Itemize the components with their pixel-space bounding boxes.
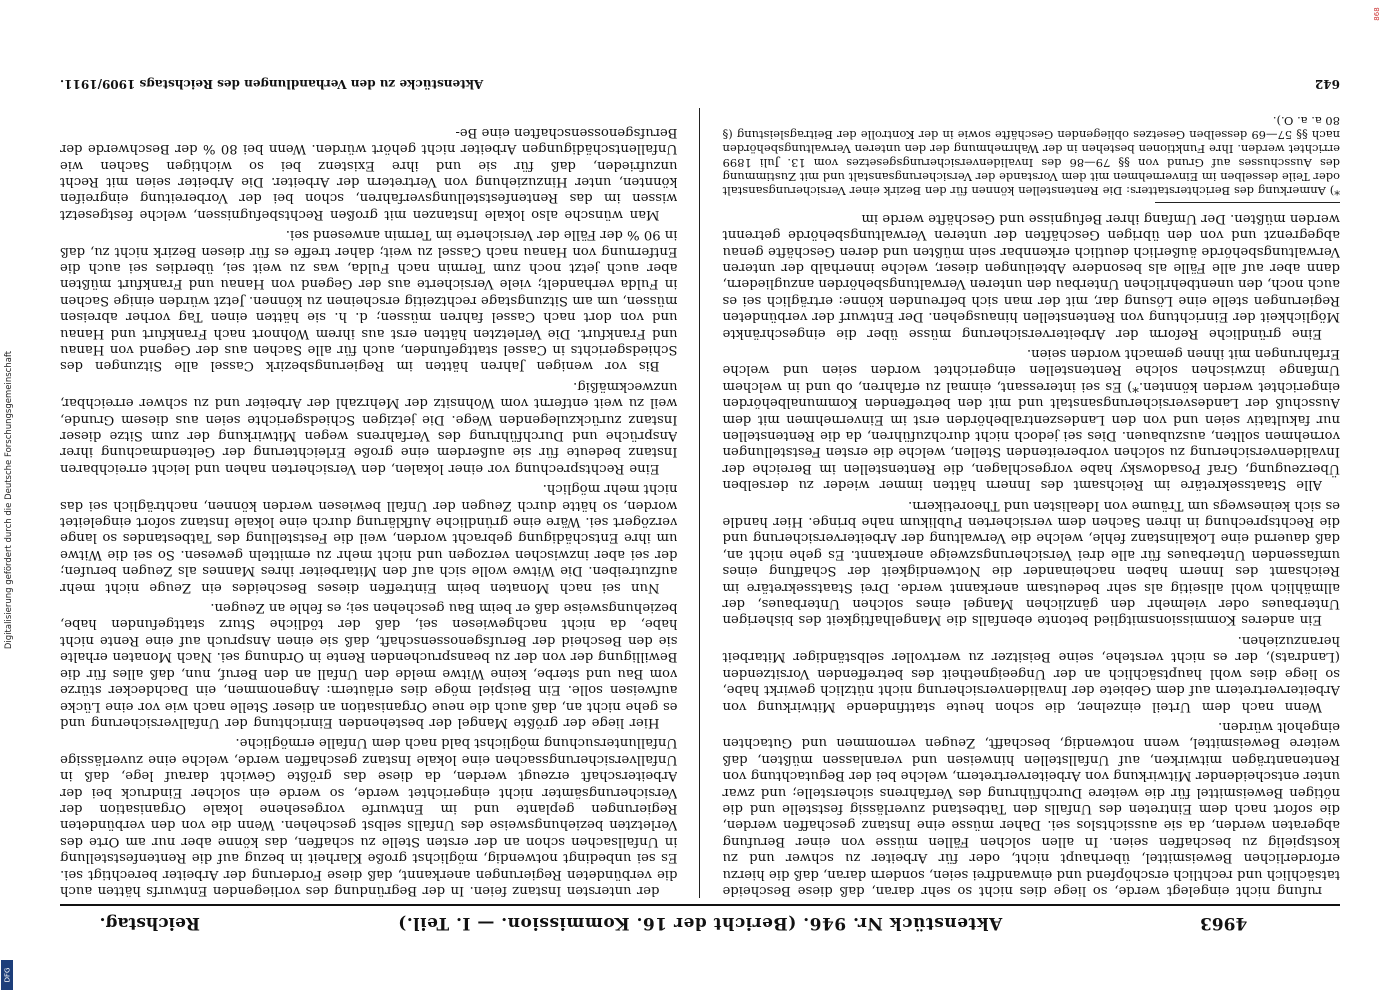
footnote: *) Anmerkung des Berichterstatters: Die Rentenstellen können für den Bezirk einer Versicherungsanstalt oder Teile desselben im Einvernehmen mit dem Vorstande der Versicherungsanstalt und mit Zustimmung des Ausschusses auf Grund von §§ 79—86 des Invalidenversicherungsgesetzes vom 13. Juli 1899 errichtet werden. Ihre Funktionen bestehen in der Wahrnehmung der den unteren Verwaltungsbehörden nach §§ 57—69 desselben Gesetzes obliegenden Geschäfte sowie in der Kontrolle der Beitragsleistung (§ 80 a. a. O.). [722, 114, 1340, 199]
column-left [60, 108, 678, 898]
column-right [723, 108, 1341, 898]
text-columns [60, 108, 1340, 898]
page-number-top: 4963 [1200, 913, 1248, 933]
corner-mark [1372, 2, 1382, 26]
paragraph: Alle Staatssekretäre im Reichsamt des Innern hätten immer wieder zu derselben Überzeugung, Graf Posadowsky habe vorgeschlagen, die Rentenstellen im Bereiche der Invalidenversicherung zu solchen vorbereitenden Stellen, welche die ersten Feststellungen vornehmen sollten, auszubauen. Dies sei jedoch nicht durchzuführen, da die Rentenstellen nur fakultativ seien und von den Landeszentralbehörden erst im Einvernehmen mit dem Ausschuß der Landesversicherungsanstalt und mit den betreffenden Kommunalbehörden eingerichtet werden könnten.*) Es sei interessant, einmal zu erfahren, ob und in welchem Umfange inzwischen solche Rentenstellen eingerichtet worden seien und welche Erfahrungen mit ihnen gemacht worden seien. [722, 346, 1340, 493]
corner-mark-text: 868 [1373, 7, 1381, 21]
paragraph: rufung nicht eingelegt werde, so liege dies nicht so sehr daran, daß diese Bescheide tatsächlich und rechtlich erschöpfend und einwandfrei seien, sondern daran, daß die hierzu erforderlichen Beweismittel, überhaupt nicht, oder für Arbeiter zu schwer und zu kostspielig zu beschaffen seien. In allen solchen Fällen müsse von einer Berufung abgeraten werden, da sie aussichtslos sei. Daher müsse eine Instanz geschaffen werden, die sofort nach dem Eintreten des Unfalls den Tatbestand zuverlässig feststelle und die nötigen Beweismittel für die weitere Durchführung des Verfahrens sicherstelle; und zwar unter entscheidender Mitwirkung von Arbeitervertretern, welche bei der Begutachtung von Rentenanträgen mitwirken, auf Unfallstellen hinweisen und veranlassen müßten, daß weitere Beweismittel, wenn notwendig, beschafft, Zeugen vernommen und Gutachten eingeholt würden. [722, 718, 1340, 898]
page-number-bottom: 642 [1314, 77, 1340, 91]
document-title: Aktenstück Nr. 946. (Bericht der 16. Kommission. — I. Teil.) [397, 913, 1003, 933]
paragraph: Nun sei nach Monaten beim Eintreffen dieses Bescheides ein Zeuge nicht mehr aufzutreiben. Die Witwe wolle sich auf den Mitarbeiter ihres Mannes als Zeugen berufen; der sei aber inzwischen verzogen und nicht mehr zu ermitteln gewesen. So sei die Witwe um ihre Entschädigung gebracht worden, weil die Feststellung des Tatbestandes so lange verzögert sei. Wäre eine gründliche Aufklärung durch eine lokale Instanz sofort eingeleitet worden, so hätte durch Zeugen der Unfall bewiesen werden können, nachträglich sei das nicht mehr möglich. [60, 481, 678, 595]
paragraph: Bis vor wenigen Jahren hätten im Regierungsbezirk Cassel alle Sitzungen des Schiedsgerichts in Cassel stattgefunden, auch für alle Sachen aus der Gegend von Hanau und Frankfurt. Die Verletzten hätten erst aus ihrem Wohnort nach Frankfurt und Hanau und von dort nach Cassel fahren müssen; d. h. sie hätten einen Tag vorher abreisen müssen, um am Sitzungstage rechtzeitig erscheinen zu können. Jetzt würden einige Sachen in Fulda verhandelt; viele Versicherte aus der Gegend von Hanau und Frankfurt müßten aber auch jetzt noch zum Termin nach Fulda, was zu weit sei, überdies sei auch die Entfernung von Hanau nach Cassel zu weit; daher treffe es für diesen Bezirk nicht zu, daß in 90 % der Fälle der Versicherte im Termin anwesend sei. [60, 227, 678, 374]
page-footer [60, 70, 1340, 98]
digitization-credit [2, 0, 16, 1000]
header-left-label: Reichstag. [99, 913, 200, 933]
paragraph: der untersten Instanz feien. In der Begründung des vorliegenden Entwurfs hätten auch die verbündeten Regierungen anerkannt, daß diese Forderung der Arbeiter berechtigt sei. Es sei unbedingt notwendig, möglichst große Klarheit in bezug auf die Rentenfeststellung in Unfallsachen schon an der ersten Stelle zu schaffen, das könne aber nur am Orte des Verletzten beziehungsweise des Unfalls selbst geschehen. Wenn die von den verbündeten Regierungen geplante und im Entwurfe vorgesehene lokale Organisation der Versicherungsämter nicht eingerichtet werde, so werde ein solcher Eindruck bei der Arbeiterschaft erzeugt werden, da diese das größte Gewicht darauf lege, daß in Unfallversicherungssachen eine lokale Instanz geschaffen werde, welche eine zuverlässige Unfalluntersuchung möglichst bald nach dem Unfalle ermögliche. [60, 735, 678, 898]
paragraph: Ein anderes Kommissionsmitglied betonte ebenfalls die Mangelhaftigkeit des bisherigen Unterbaues oder vielmehr den gänzlichen Mangel eines solchen Unterbaues, der allmählich wohl allseitig als sehr bedeutsam anerkannt werde. Drei Staatssekretäre im Reichsamt des Innern haben nacheinander die Notwendigkeit der Schaffung eines umfassenden Unterbaues für alle drei Versicherungszweige anerkannt. Es gehe nicht an, daß dauernd eine Lokalinstanz fehle, welche die Verwaltung der Arbeiterversicherung und die Rechtsprechung in ihren Sachen dem versicherten Publikum nahe bringe. Hier handle es sich keineswegs um Träume von Idealisten und Theoretikern. [722, 497, 1340, 628]
paragraph: Wenn nach dem Urteil einzelner, die schon heute stattfindende Mitwirkung von Arbeitervertretern auf dem Gebiete der Invalidenversicherung nicht nützlich gewirkt habe, so liege dies wohl hauptsächlich an der Ungeeignetheit des betreffenden Vorsitzenden (Landrats), der es nicht verstehe, seine Beisitzer zu wertvoller selbständiger Mitarbeit heranzuziehen. [722, 632, 1340, 714]
footer-source-line: Aktenstücke zu den Verhandlungen des Reichstags 1909/1911. [60, 77, 484, 91]
page-header [60, 904, 1340, 940]
footnote-rule [1155, 202, 1340, 203]
paragraph: Hier liege der größte Mangel der bestehenden Einrichtung der Unfallversicherung und es gehe nicht an, daß auch die neue Organisation an dieser Stelle nach wie vor eine Lücke aufweisen solle. Ein Beispiel möge dies erläutern: Angenommen, ein Dachdecker stürze vom Bau und sterbe, keine Witwe melde den Unfall an den Beruf, nun, daß alles für die Bewilligung der von der zu beanspruchenden Rente in Ordnung sei. Nach Monaten erhalte sie den Bescheid der Berufsgenossenschaft, daß sie einen Anspruch auf eine Rente nicht habe, da nicht nachgewiesen sei, daß der tödliche Sturz stattgefunden habe, beziehungsweise daß er beim Bau geschehen sei; es fehle an Zeugen. [60, 600, 678, 730]
digitization-credit-text: Digitalisierung gefördert durch die Deutsche Forschungsgemeinschaft [4, 350, 14, 650]
paragraph: Man wünsche also lokale Instanzen mit großen Rechtsbefugnissen, welche festgesetzt wissen im das Rentenfeststellungsverfahren, schon bei der Vorbereitung eingreifen könnten, unter Hinzuziehung von Vertretern der Arbeiter. Die Arbeiter seien mit Recht unzufrieden, daß für sie und ihre Existenz bei so wichtigen Sachen wie Unfallentschädigungen Arbeiter nicht gehört würden. Wenn bei 80 % der Beschwerde der Berufsgenossenschaften eine Be- [60, 124, 678, 222]
paragraph: Eine gründliche Reform der Arbeiterversicherung müsse über die eingeschränkte Möglichkeit der Einrichtung von Rentenstellen hinausgehen. Der Entwurf der verbündeten Regierungen stelle eine Lösung dar, mit der man sich befreunden könne: erträglich sei es auch noch, den unentbehrlichen Unterbau den unteren Verwaltungsbehörden anzugliedern, dann aber auf alle Fälle als besondere Abteilungen dieser, welche innerhalb der unteren Verwaltungsbehörde äußerlich deutlich erkennbar sein müßten und deren Geschäfte genau abgegrenzt und von den übrigen Geschäften der unteren Verwaltungsbehörde getrennt werden müßten. Der Umfang ihrer Befugnisse und Geschäfte werde im [722, 210, 1340, 341]
dfg-logo-icon [1, 960, 13, 990]
column-divider [700, 108, 701, 898]
dfg-logo-text: DFG [3, 967, 11, 983]
paragraph: Eine Rechtsprechung vor einer lokalen, den Versicherten nahen und leicht erreichbaren Instanz bedeute für sie außerdem eine große Erleichterung der Geltendmachung ihrer Ansprüche und Durchführung des Verfahrens wegen Mitwirkung der zum Sitze dieser Instanz zurückzulegenden Wege. Die jetzigen Schiedsgerichte seien aus diesem Grunde, weil zu weit entfernt vom Wohnsitz der Mehrzahl der Arbeiter und zu schwer erreichbar, unzweckmäßig. [60, 378, 678, 476]
rotated-page-content [60, 60, 1340, 940]
